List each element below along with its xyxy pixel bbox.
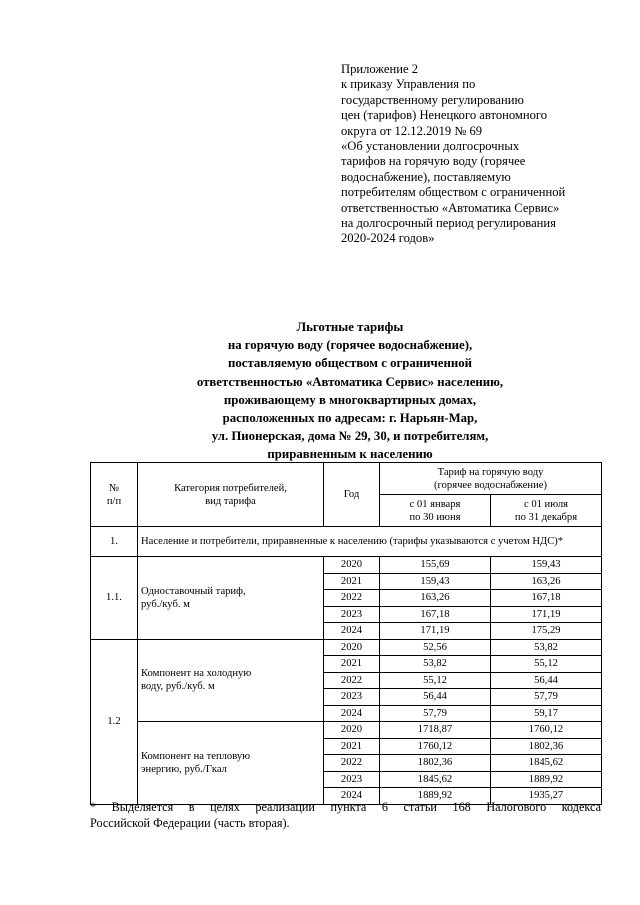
appendix-line: «Об установлении долгосрочных <box>341 139 520 154</box>
cell-value: 56,44 <box>380 689 491 706</box>
appendix-line: на долгосрочный период регулирования <box>341 216 556 231</box>
footnote-line: * Выделяется в целях реализации пункта 6 статьи 168 Налогового кодекса <box>90 800 601 814</box>
row-num: 1.2 <box>91 639 138 804</box>
footnote-line: Российской Федерации (часть вторая). <box>90 816 290 830</box>
appendix-block <box>341 62 631 247</box>
cell-value: 159,43 <box>380 573 491 590</box>
table-row <box>91 639 602 656</box>
cell-value: 52,56 <box>380 639 491 656</box>
cell-value: 163,26 <box>380 590 491 607</box>
row-category: Компонент на холодную воду, руб./куб. м <box>138 639 324 722</box>
cell-value: 55,12 <box>491 656 602 673</box>
document-title <box>90 318 610 464</box>
cell-year: 2020 <box>324 722 380 739</box>
cell-year: 2023 <box>324 689 380 706</box>
cell-value: 1889,92 <box>380 788 491 805</box>
cell-value: 1802,36 <box>380 755 491 772</box>
appendix-line: 2020-2024 годов» <box>341 231 435 246</box>
header-year: Год <box>324 463 380 527</box>
cell-value: 1760,12 <box>491 722 602 739</box>
table-row <box>91 557 602 574</box>
cell-value: 175,29 <box>491 623 602 640</box>
cell-year: 2024 <box>324 623 380 640</box>
header-tariff: Тариф на горячую воду (горячее водоснабжение) <box>380 463 602 495</box>
cell-value: 167,18 <box>380 606 491 623</box>
appendix-line: ответственностью «Автоматика Сервис» <box>341 200 560 215</box>
cell-year: 2023 <box>324 771 380 788</box>
cell-value: 1760,12 <box>380 738 491 755</box>
cell-value: 57,79 <box>380 705 491 722</box>
header-period-2: с 01 июля по 31 декабря <box>491 495 602 527</box>
table-row-section <box>91 527 602 557</box>
cell-year: 2022 <box>324 755 380 772</box>
header-category: Категория потребителей, вид тарифа <box>138 463 324 527</box>
appendix-line: к приказу Управления по <box>341 77 476 92</box>
section-text: Население и потребители, приравненные к населению (тарифы указываются с учетом НДС)* <box>138 527 602 557</box>
cell-value: 167,18 <box>491 590 602 607</box>
cell-value: 1889,92 <box>491 771 602 788</box>
cell-year: 2021 <box>324 573 380 590</box>
cell-value: 159,43 <box>491 557 602 574</box>
header-period-1: с 01 января по 30 июня <box>380 495 491 527</box>
tariff-table <box>90 462 602 805</box>
footnote <box>90 799 601 831</box>
row-category: Одноставочный тариф, руб./куб. м <box>138 557 324 640</box>
cell-value: 1802,36 <box>491 738 602 755</box>
title-line: приравненным к населению <box>267 447 433 462</box>
cell-value: 53,82 <box>380 656 491 673</box>
title-line: Льготные тарифы <box>296 320 404 334</box>
cell-value: 57,79 <box>491 689 602 706</box>
cell-value: 155,69 <box>380 557 491 574</box>
appendix-line: цен (тарифов) Ненецкого автономного <box>341 108 548 123</box>
title-line: ответственностью «Автоматика Сервис» населению, <box>196 374 504 389</box>
cell-year: 2022 <box>324 590 380 607</box>
cell-year: 2024 <box>324 788 380 805</box>
title-line: поставляемую обществом с ограниченной <box>228 356 472 371</box>
cell-value: 55,12 <box>380 672 491 689</box>
cell-year: 2020 <box>324 557 380 574</box>
row-num: 1.1. <box>91 557 138 640</box>
appendix-line: Приложение 2 <box>341 62 419 76</box>
section-num: 1. <box>91 527 138 557</box>
cell-value: 53,82 <box>491 639 602 656</box>
appendix-line: водоснабжение), поставляемую <box>341 169 511 184</box>
title-line: на горячую воду (горячее водоснабжение), <box>227 338 473 353</box>
cell-value: 1718,87 <box>380 722 491 739</box>
header-num: № п/п <box>91 463 138 527</box>
cell-value: 171,19 <box>380 623 491 640</box>
appendix-line: тарифов на горячую воду (горячее <box>341 154 526 169</box>
cell-year: 2021 <box>324 738 380 755</box>
cell-value: 1845,62 <box>380 771 491 788</box>
title-line: ул. Пионерская, дома № 29, 30, и потребителям, <box>211 429 489 444</box>
table-header-row <box>91 463 602 495</box>
cell-year: 2024 <box>324 705 380 722</box>
cell-year: 2020 <box>324 639 380 656</box>
appendix-line: потребителям обществом с ограниченной <box>341 185 566 200</box>
cell-value: 1935,27 <box>491 788 602 805</box>
title-line: расположенных по адресам: г. Нарьян-Мар, <box>222 411 478 426</box>
cell-value: 1845,62 <box>491 755 602 772</box>
cell-year: 2023 <box>324 606 380 623</box>
table-row <box>91 722 602 739</box>
cell-year: 2021 <box>324 656 380 673</box>
cell-value: 171,19 <box>491 606 602 623</box>
appendix-line: государственному регулированию <box>341 92 524 107</box>
row-category: Компонент на тепловую энергию, руб./Гкал <box>138 722 324 805</box>
title-line: проживающему в многоквартирных домах, <box>223 392 477 407</box>
cell-year: 2022 <box>324 672 380 689</box>
appendix-line: округа от 12.12.2019 № 69 <box>341 123 483 138</box>
cell-value: 56,44 <box>491 672 602 689</box>
cell-value: 163,26 <box>491 573 602 590</box>
cell-value: 59,17 <box>491 705 602 722</box>
